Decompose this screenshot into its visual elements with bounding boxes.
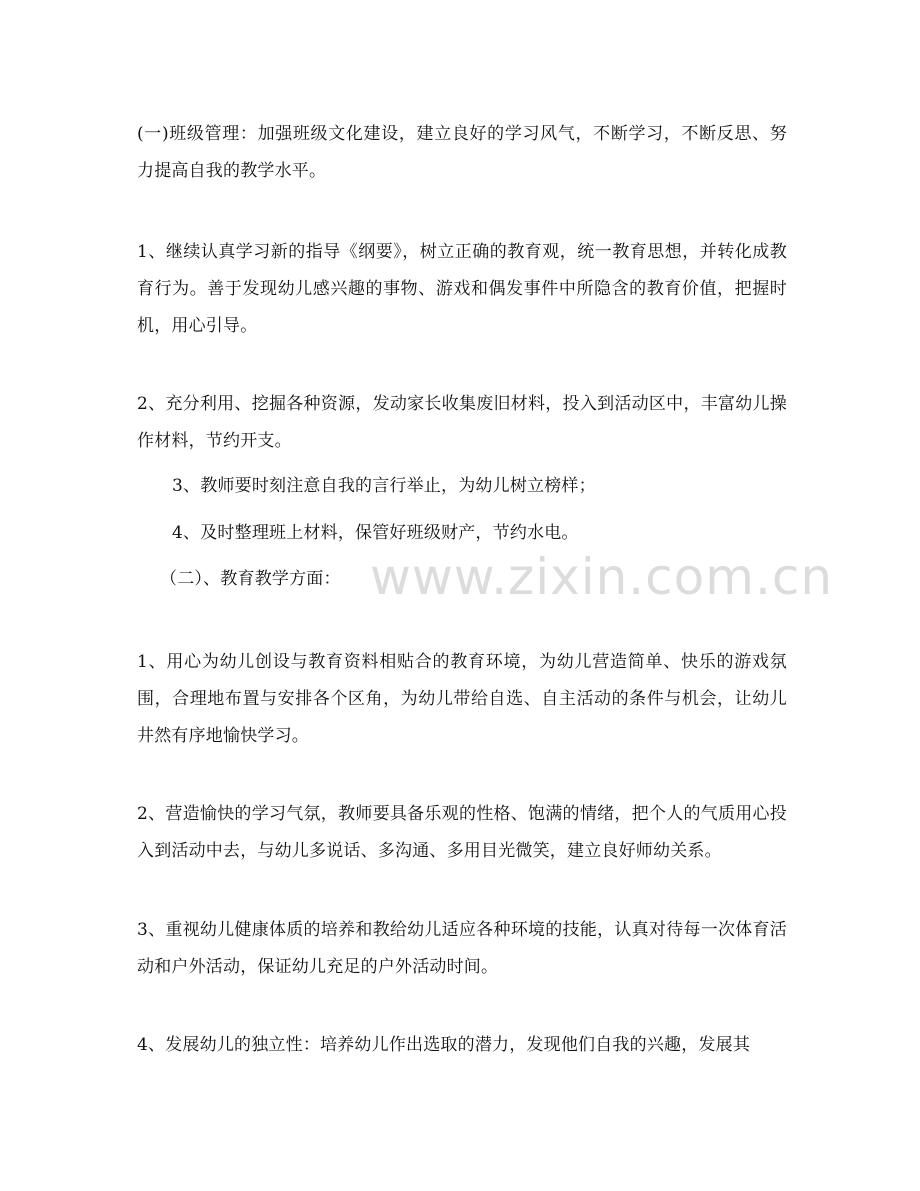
section-heading-education-teaching: （二）、教育教学方面： bbox=[160, 569, 341, 589]
paragraph-item-3-health: 3、重视幼儿健康体质的培养和教给幼儿适应各种环境的技能，认真对待每一次体育活动和户外活动，保证幼儿充足的户外活动时间。 bbox=[137, 920, 787, 977]
paragraph-item-1-environment: 1、用心为幼儿创设与教育资料相贴合的教育环境，为幼儿营造简单、快乐的游戏氛围，合理地布置与安排各个区角，为幼儿带给自选、自主活动的条件与机会，让幼儿井然有序地愉快学习。 bbox=[137, 652, 787, 746]
paragraph-item-2-resources: 2、充分利用、挖掘各种资源，发动家长收集废旧材料，投入到活动区中，丰富幼儿操作材料，节约开支。 bbox=[137, 394, 787, 451]
paragraph-item-1-study-guidelines: 1、继续认真学习新的指导《纲要》，树立正确的教育观，统一教育思想，并转化成教育行为。善于发现幼儿感兴趣的事物、游戏和偶发事件中所隐含的教育价值，把握时机，用心引导。 bbox=[137, 242, 787, 336]
paragraph-item-4-materials: 4、及时整理班上材料，保管好班级财产，节约水电。 bbox=[172, 523, 579, 543]
watermark-text: www.zixin.com.cn bbox=[370, 548, 834, 606]
paragraph-item-4-independence: 4、发展幼儿的独立性：培养幼儿作出选取的潜力，发现他们自我的兴趣，发展其 bbox=[137, 1035, 751, 1055]
paragraph-class-management: (一)班级管理：加强班级文化建设，建立良好的学习风气，不断学习，不断反思、努力提高自我的教学水平。 bbox=[137, 124, 787, 181]
paragraph-item-2-atmosphere: 2、营造愉快的学习气氛，教师要具备乐观的性格、饱满的情绪，把个人的气质用心投入到活动中去，与幼儿多说话、多沟通、多用目光微笑，建立良好师幼关系。 bbox=[137, 804, 787, 861]
paragraph-item-3-teacher-conduct: 3、教师要时刻注意自我的言行举止，为幼儿树立榜样； bbox=[172, 476, 596, 496]
